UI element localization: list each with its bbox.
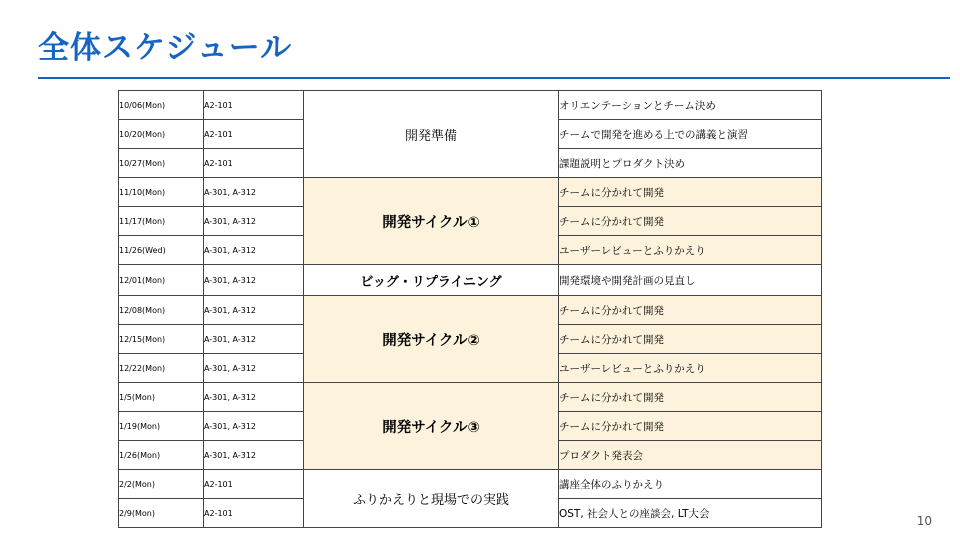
room-cell: A-301, A-312 <box>204 325 304 354</box>
date-cell: 12/01(Mon) <box>119 265 204 296</box>
room-cell: A-301, A-312 <box>204 354 304 383</box>
topic-cell: プロダクト発表会 <box>559 441 822 470</box>
topic-cell: チームに分かれて開発 <box>559 325 822 354</box>
table-row <box>119 265 822 296</box>
room-cell: A-301, A-312 <box>204 236 304 265</box>
phase-cell: 開発サイクル② <box>304 296 559 383</box>
topic-cell: 講座全体のふりかえり <box>559 470 822 499</box>
date-cell: 12/08(Mon) <box>119 296 204 325</box>
topic-cell: チームに分かれて開発 <box>559 296 822 325</box>
table-row <box>119 383 822 412</box>
table-row <box>119 178 822 207</box>
room-cell: A-301, A-312 <box>204 207 304 236</box>
room-cell: A2-101 <box>204 149 304 178</box>
room-cell: A2-101 <box>204 470 304 499</box>
room-cell: A-301, A-312 <box>204 383 304 412</box>
topic-cell: チームに分かれて開発 <box>559 383 822 412</box>
phase-cell: 開発サイクル③ <box>304 383 559 470</box>
room-cell: A-301, A-312 <box>204 441 304 470</box>
schedule-table <box>118 90 822 528</box>
topic-cell: チームに分かれて開発 <box>559 178 822 207</box>
topic-cell: チームに分かれて開発 <box>559 412 822 441</box>
topic-cell: チームで開発を進める上での講義と演習 <box>559 120 822 149</box>
topic-cell: チームに分かれて開発 <box>559 207 822 236</box>
room-cell: A2-101 <box>204 120 304 149</box>
date-cell: 1/5(Mon) <box>119 383 204 412</box>
date-cell: 1/26(Mon) <box>119 441 204 470</box>
date-cell: 10/20(Mon) <box>119 120 204 149</box>
date-cell: 11/10(Mon) <box>119 178 204 207</box>
room-cell: A-301, A-312 <box>204 265 304 296</box>
date-cell: 11/26(Wed) <box>119 236 204 265</box>
date-cell: 10/06(Mon) <box>119 91 204 120</box>
date-cell: 12/15(Mon) <box>119 325 204 354</box>
table-row <box>119 91 822 120</box>
phase-cell: 開発サイクル① <box>304 178 559 265</box>
date-cell: 12/22(Mon) <box>119 354 204 383</box>
date-cell: 2/2(Mon) <box>119 470 204 499</box>
date-cell: 11/17(Mon) <box>119 207 204 236</box>
topic-cell: 開発環境や開発計画の見直し <box>559 265 822 296</box>
room-cell: A2-101 <box>204 91 304 120</box>
title-underline <box>38 77 950 79</box>
topic-cell: ユーザーレビューとふりかえり <box>559 354 822 383</box>
date-cell: 1/19(Mon) <box>119 412 204 441</box>
page-title: 全体スケジュール <box>38 30 293 66</box>
date-cell: 2/9(Mon) <box>119 499 204 528</box>
room-cell: A2-101 <box>204 499 304 528</box>
topic-cell: 課題説明とプロダクト決め <box>559 149 822 178</box>
table-row <box>119 296 822 325</box>
date-cell: 10/27(Mon) <box>119 149 204 178</box>
table-row <box>119 470 822 499</box>
topic-cell: ユーザーレビューとふりかえり <box>559 236 822 265</box>
room-cell: A-301, A-312 <box>204 178 304 207</box>
room-cell: A-301, A-312 <box>204 296 304 325</box>
room-cell: A-301, A-312 <box>204 412 304 441</box>
topic-cell: オリエンテーションとチーム決め <box>559 91 822 120</box>
page-number: 10 <box>916 514 932 528</box>
phase-cell: 開発準備 <box>304 91 559 178</box>
phase-cell: ふりかえりと現場での実践 <box>304 470 559 528</box>
topic-cell: OST, 社会人との座談会, LT大会 <box>559 499 822 528</box>
phase-cell: ビッグ・リプライニング <box>304 265 559 296</box>
